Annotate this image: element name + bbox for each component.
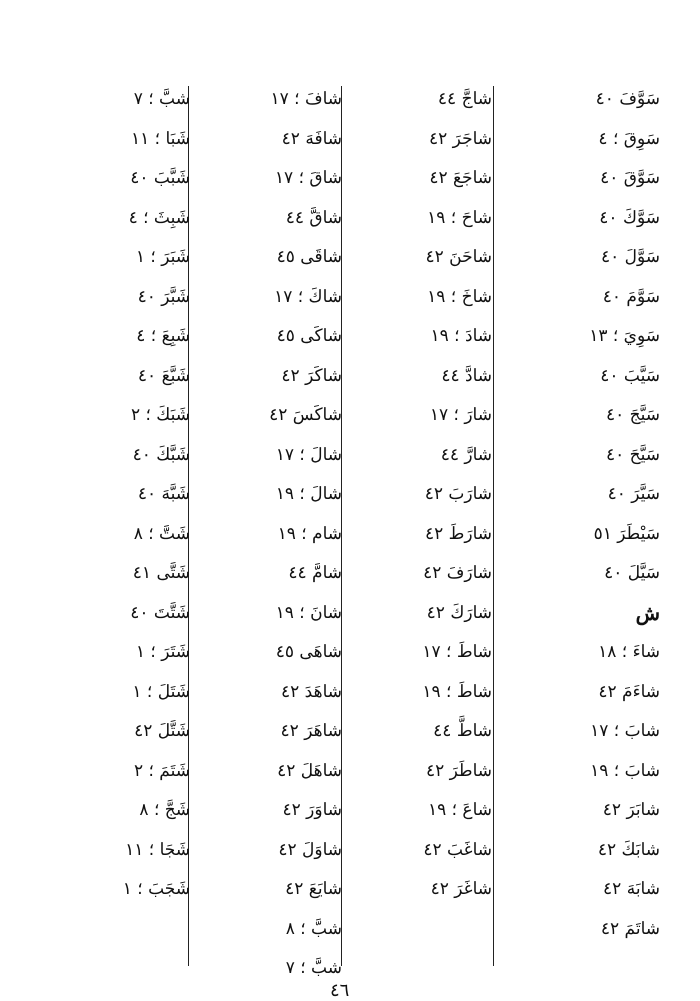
index-entry: شابَ ؛ ١٩	[590, 760, 660, 781]
index-entry: شاطَ ؛ ١٧	[422, 642, 492, 662]
index-entry: شافَ ؛ ١٧	[270, 89, 342, 109]
index-entry: سَيْطَرَ ٥١	[593, 523, 660, 544]
page-number: ٤٦	[330, 980, 350, 1001]
index-entry: سَوِيَ ؛ ١٣	[589, 326, 660, 346]
index-entry: شَتَلَ ؛ ١	[132, 681, 190, 702]
index-entry: شاقَّ ٤٤	[285, 207, 342, 228]
index-entry: شاجَّ ٤٤	[437, 89, 492, 109]
index-entry: شافَهَ ٤٢	[281, 128, 342, 149]
index-entry: شَبَّكَ ٤٠	[132, 444, 190, 465]
index-entry: شاوَلَ ٤٢	[278, 839, 342, 860]
index-entry: سَيَّبَ ٤٠	[600, 365, 660, 386]
index-entry: شَبَّرَ ٤٠	[137, 286, 190, 307]
index-entry: شَجَّ ؛ ٨	[139, 800, 190, 820]
index-entry: شاكَى ٤٥	[276, 326, 342, 346]
index-entry: شَبَّبَ ٤٠	[130, 168, 190, 188]
index-entry: سَوَّفَ ٤٠	[595, 89, 660, 109]
index-entry: شبَّ ؛ ٨	[285, 918, 342, 939]
index-entry: شَبَّعَ ٤٠	[137, 365, 190, 386]
index-entry: شَبِثَ ؛ ٤	[128, 207, 190, 228]
index-entry: شادَ ؛ ١٩	[430, 326, 492, 346]
index-entry: سَوَّكَ ٤٠	[599, 207, 660, 228]
index-entry: شاتَمَ ٤٢	[600, 918, 660, 939]
index-entry: شاوَرَ ٤٢	[282, 800, 342, 820]
index-entry: شابَهَ ٤٢	[603, 879, 660, 899]
index-entry: شارَ ؛ ١٧	[429, 405, 492, 425]
index-entry: شارَطَ ٤٢	[424, 523, 492, 544]
index-entry: شَتَّلَ ٤٢	[134, 721, 190, 741]
index-column-2	[342, 80, 492, 910]
index-entry: شالَ ؛ ١٧	[275, 444, 342, 465]
index-entry: سَوَّقَ ٤٠	[600, 168, 660, 188]
index-entry: شَبَا ؛ ١١	[130, 128, 190, 149]
index-entry: شانَ ؛ ١٩	[275, 602, 342, 623]
index-entry: شاعَ ؛ ١٩	[427, 800, 492, 820]
index-entry: شامَّ ٤٤	[288, 563, 342, 583]
index-entry: شاطَرَ ٤٢	[425, 760, 492, 781]
index-entry: شَتَرَ ؛ ١	[135, 642, 190, 662]
index-entry: شَبَكَ ؛ ٢	[130, 405, 190, 425]
index-entry: شاخَ ؛ ١٩	[427, 286, 492, 307]
index-entry: شبَّ ؛ ٧	[133, 89, 190, 109]
index-entry: شاهَلَ ٤٢	[277, 760, 342, 781]
index-entry: شاكَ ؛ ١٧	[274, 286, 342, 307]
index-entry: شاحَنَ ٤٢	[425, 247, 492, 267]
index-entry: سَوَّلَ ٤٠	[600, 247, 660, 267]
index-entry: شاطَّ ٤٤	[433, 721, 492, 741]
index-entry: شَجَا ؛ ١١	[125, 839, 190, 860]
index-entry: شاطَ ؛ ١٩	[422, 681, 492, 702]
index-entry: شام ؛ ١٩	[277, 523, 342, 544]
index-entry: شاهَى ٤٥	[275, 642, 342, 662]
index-column-3	[192, 80, 342, 989]
index-entry: شَبَّهَ ٤٠	[137, 484, 190, 504]
index-entry: شَبَرَ ؛ ١	[135, 247, 190, 267]
index-entry: شاقَ ؛ ١٧	[274, 168, 342, 188]
index-entry: شادَّ ٤٤	[441, 365, 492, 386]
index-entry: شاقَى ٤٥	[276, 247, 342, 267]
index-entry: شَتَّ ؛ ٨	[133, 523, 190, 544]
index-entry: شَتَّتَ ٤٠	[130, 602, 190, 623]
index-column-1	[510, 80, 660, 949]
index-entry: شَجَبَ ؛ ١	[122, 879, 190, 899]
index-entry: شَتَمَ ؛ ٢	[133, 760, 190, 781]
index-entry: شاحَ ؛ ١٩	[427, 207, 492, 228]
index-entry: شارَفَ ٤٢	[423, 563, 492, 583]
index-entry: شابَرَ ٤٢	[602, 800, 660, 820]
index-entry: شاهَدَ ٤٢	[281, 681, 342, 702]
index-entry: شبَّ ؛ ٧	[285, 958, 342, 978]
index-entry: سَيَّرَ ٤٠	[607, 484, 660, 504]
index-entry: شارَكَ ٤٢	[426, 602, 492, 623]
index-entry: شارَبَ ٤٢	[424, 484, 492, 504]
index-entry: شاءَ ؛ ١٨	[598, 642, 660, 662]
index-entry: شابَ ؛ ١٧	[590, 721, 660, 741]
index-entry: شارَّ ٤٤	[440, 444, 492, 465]
index-entry: سَوَّمَ ٤٠	[602, 286, 660, 307]
index-entry: سَيَّلَ ٤٠	[604, 563, 660, 583]
index-entry: شاكَرَ ٤٢	[281, 365, 342, 386]
index-entry: شالَ ؛ ١٩	[275, 484, 342, 504]
index-entry: سَيَّحَ ٤٠	[605, 444, 660, 465]
index-entry: شايَعَ ٤٢	[285, 879, 342, 899]
column-divider	[493, 86, 494, 966]
index-column-4	[40, 80, 190, 910]
index-entry: سَيَّجَ ٤٠	[605, 405, 660, 425]
index-entry: شَبِعَ ؛ ٤	[136, 326, 190, 346]
index-entry: شاهَرَ ٤٢	[280, 721, 342, 741]
index-entry: سَوِقَ ؛ ٤	[598, 128, 660, 149]
index-entry: شاءَمَ ٤٢	[598, 681, 660, 702]
index-entry: شاغَبَ ٤٢	[423, 839, 492, 860]
index-entry: شَتَّى ٤١	[132, 563, 190, 583]
index-entry: شابَكَ ٤٢	[597, 839, 660, 860]
index-entry: شاجَعَ ٤٢	[429, 168, 492, 188]
section-letter-heading: ش	[635, 600, 660, 625]
index-entry: شاغَرَ ٤٢	[430, 879, 492, 899]
index-entry: شاجَرَ ٤٢	[429, 128, 492, 149]
index-entry: شاكَسَ ٤٢	[269, 405, 342, 425]
